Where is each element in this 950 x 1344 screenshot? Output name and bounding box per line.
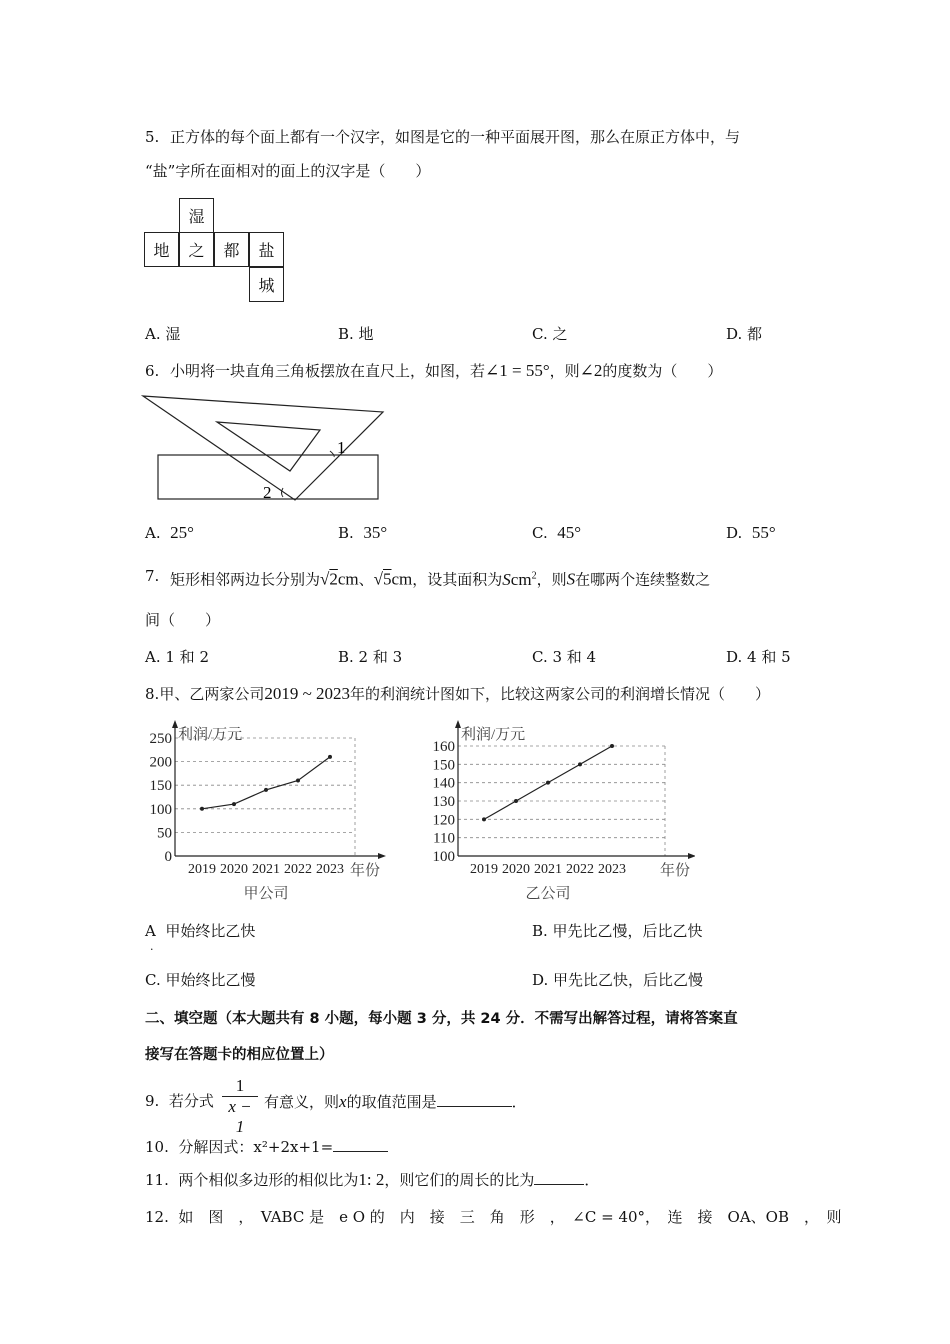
sqrt5: √5cm bbox=[373, 569, 413, 589]
net-cell-2: 之 bbox=[179, 232, 214, 267]
data-point bbox=[200, 807, 204, 811]
chart-title: 甲公司 bbox=[243, 886, 289, 902]
q12: 12. 如 图 ， VABC 是 e O 的 内 接 三 角 形 ， ∠C = 40°， 连 接 OA、OB ， 则 bbox=[145, 1208, 842, 1226]
x-axis-label: 年份 bbox=[350, 863, 381, 879]
q11-answer-blank[interactable] bbox=[534, 1170, 584, 1185]
q5-option-b: B. 地 bbox=[338, 325, 374, 343]
data-point bbox=[514, 799, 518, 803]
q6-option-d-value: 55° bbox=[751, 523, 776, 542]
series-line bbox=[202, 757, 330, 809]
q6-option-b: B. 35° bbox=[338, 523, 388, 542]
q6-option-a: A. 25° bbox=[145, 523, 194, 542]
data-point bbox=[546, 781, 550, 785]
y-tick-label: 150 bbox=[432, 757, 455, 774]
q8-year-range: 2019 ~ 2023 bbox=[264, 684, 351, 703]
data-point bbox=[610, 744, 614, 748]
q8-option-b: B. 甲先比乙慢，后比乙快 bbox=[532, 922, 703, 940]
q8-option-d: D. 甲先比乙快，后比乙慢 bbox=[532, 971, 704, 989]
y-tick-label: 0 bbox=[164, 849, 172, 865]
q6-angle2: ∠2 bbox=[579, 361, 603, 380]
q6-number: 6. bbox=[145, 362, 160, 380]
q8-option-a bbox=[145, 922, 255, 940]
y-tick-label: 100 bbox=[432, 849, 455, 865]
q10-text: 分解因式：x²+2x+1= bbox=[178, 1138, 334, 1156]
triangle-inner bbox=[217, 422, 320, 471]
q9: 9. 若分式 bbox=[145, 1092, 214, 1110]
q7-option-c: C. 3 和 4 bbox=[532, 648, 597, 666]
q7-option-a: A. 1 和 2 bbox=[145, 648, 209, 666]
x-tick-label: 2020 bbox=[220, 862, 248, 877]
x-tick-label: 2022 bbox=[284, 862, 312, 877]
q5-text-line2: “盐”字所在面相对的面上的汉字是（ ） bbox=[145, 162, 431, 180]
q8-option-a-letter: A bbox=[145, 922, 156, 940]
q6-option-c-value: 45° bbox=[557, 523, 582, 542]
chart-title: 乙公司 bbox=[525, 886, 571, 902]
q5-number: 5. bbox=[145, 128, 160, 146]
x-tick-label: 2020 bbox=[502, 862, 530, 877]
q5-option-d: D. 都 bbox=[726, 325, 763, 343]
q8-option-a-dot: . bbox=[150, 940, 154, 953]
q9-answer-blank[interactable] bbox=[437, 1092, 512, 1107]
q6-option-b-value: 35° bbox=[363, 523, 388, 542]
x-tick-label: 2021 bbox=[534, 862, 562, 877]
q5-text-line1: 正方体的每个面上都有一个汉字，如图是它的一种平面展开图，那么在原正方体中，与 bbox=[170, 128, 741, 146]
y-tick-label: 100 bbox=[149, 801, 172, 818]
q7-option-b: B. 2 和 3 bbox=[338, 648, 403, 666]
q7-text-line1: 矩形相邻两边长分别为√2cm、√5cm，设其面积为Scm$^2$，则S在哪两个连续整数之 bbox=[170, 569, 711, 589]
data-point bbox=[328, 755, 332, 759]
q6-text-b: ，则 bbox=[549, 362, 580, 380]
x-tick-label: 2023 bbox=[316, 862, 344, 877]
net-cell-bottom: 城 bbox=[249, 267, 284, 302]
q7-text-line2: 间（ ） bbox=[145, 611, 221, 629]
q11: 11. 两个相似多边形的相似比为1: 2，则它们的周长的比为 ． bbox=[145, 1170, 600, 1189]
data-point bbox=[296, 778, 300, 782]
data-point bbox=[264, 788, 268, 792]
q9-denominator: x − 1 bbox=[228, 1097, 252, 1136]
angle1-arc bbox=[330, 451, 334, 457]
y-tick-label: 120 bbox=[432, 812, 455, 829]
net-cell-3: 都 bbox=[214, 232, 249, 267]
q6-text bbox=[170, 362, 722, 380]
q6-option-c: C. 45° bbox=[532, 523, 582, 542]
q6-text-a: 小明将一块直角三角板摆放在直尺上，如图，若 bbox=[170, 362, 486, 380]
y-tick-label: 160 bbox=[432, 739, 455, 755]
q10: 10. 分解因式：x²+2x+1= bbox=[145, 1137, 388, 1156]
q7-option-d: D. 4 和 5 bbox=[726, 648, 791, 666]
x-tick-label: 2022 bbox=[566, 862, 594, 877]
y-tick-label: 150 bbox=[149, 778, 172, 795]
net-cell-top: 湿 bbox=[179, 198, 214, 233]
net-cell-1: 地 bbox=[144, 232, 179, 267]
angle2-arc bbox=[282, 488, 284, 497]
y-tick-label: 110 bbox=[433, 830, 455, 847]
data-point bbox=[578, 762, 582, 766]
section2-heading-line1: 二、填空题（本大题共有 8 小题，每小题 3 分，共 24 分．不需写出解答过程，请将答案直 bbox=[145, 1011, 738, 1027]
y-tick-label: 200 bbox=[149, 754, 172, 771]
area-expr: Scm$^2$ bbox=[502, 569, 537, 589]
x-tick-label: 2019 bbox=[470, 862, 498, 877]
q9-fraction bbox=[222, 1076, 258, 1137]
x-tick-label: 2019 bbox=[188, 862, 216, 877]
profit-chart-yi bbox=[420, 718, 695, 908]
net-cell-4: 盐 bbox=[249, 232, 284, 267]
y-tick-label: 50 bbox=[157, 825, 172, 842]
q8-option-c: C. 甲始终比乙慢 bbox=[145, 971, 256, 989]
q12-text: 如 图 ， VABC 是 e O 的 内 接 三 角 形 ， ∠C = 40°， 连 接 OA、OB ， 则 bbox=[178, 1208, 842, 1226]
q8-option-a-text: 甲始终比乙快 bbox=[165, 922, 256, 940]
q11-ratio: 1: 2 bbox=[358, 1170, 385, 1189]
q9-rest: 有意义，则x的取值范围是 ． bbox=[264, 1092, 527, 1111]
y-tick-label: 130 bbox=[432, 794, 455, 810]
profit-chart-jia bbox=[140, 718, 400, 908]
q10-answer-blank[interactable] bbox=[333, 1137, 388, 1152]
x-axis-label: 年份 bbox=[660, 863, 691, 879]
q9-numerator: 1 bbox=[235, 1076, 245, 1095]
q8-text: 8.甲、乙两家公司2019 ~ 2023年的利润统计图如下，比较这两家公司的利润增长情况（ ） bbox=[145, 684, 771, 703]
q7-number: 7. bbox=[145, 567, 160, 585]
q6-angle1: ∠1 = 55° bbox=[485, 361, 550, 380]
sqrt2: √2cm bbox=[320, 569, 359, 589]
x-tick-label: 2021 bbox=[252, 862, 280, 877]
y-axis-label: 利润/万元 bbox=[178, 727, 243, 743]
x-axis-arrow bbox=[688, 853, 695, 859]
y-tick-label: 250 bbox=[149, 731, 172, 747]
data-point bbox=[232, 802, 236, 806]
q6-option-a-value: 25° bbox=[170, 523, 194, 542]
q6-option-d: D. 55° bbox=[726, 523, 776, 542]
q5-option-c: C. 之 bbox=[532, 325, 568, 343]
x-axis-arrow bbox=[378, 853, 386, 859]
angle1-label: 1 bbox=[337, 438, 346, 457]
x-tick-label: 2023 bbox=[598, 862, 626, 877]
data-point bbox=[482, 817, 486, 821]
angle2-label: 2 bbox=[263, 483, 272, 502]
q5-option-a: A. 湿 bbox=[145, 325, 181, 343]
y-tick-label: 140 bbox=[432, 775, 455, 792]
triangle-ruler-figure bbox=[140, 393, 390, 505]
section2-heading-line2: 接写在答题卡的相应位置上） bbox=[145, 1047, 334, 1063]
q6-text-c: 的度数为（ ） bbox=[602, 362, 723, 380]
y-axis-label: 利润/万元 bbox=[461, 727, 526, 743]
